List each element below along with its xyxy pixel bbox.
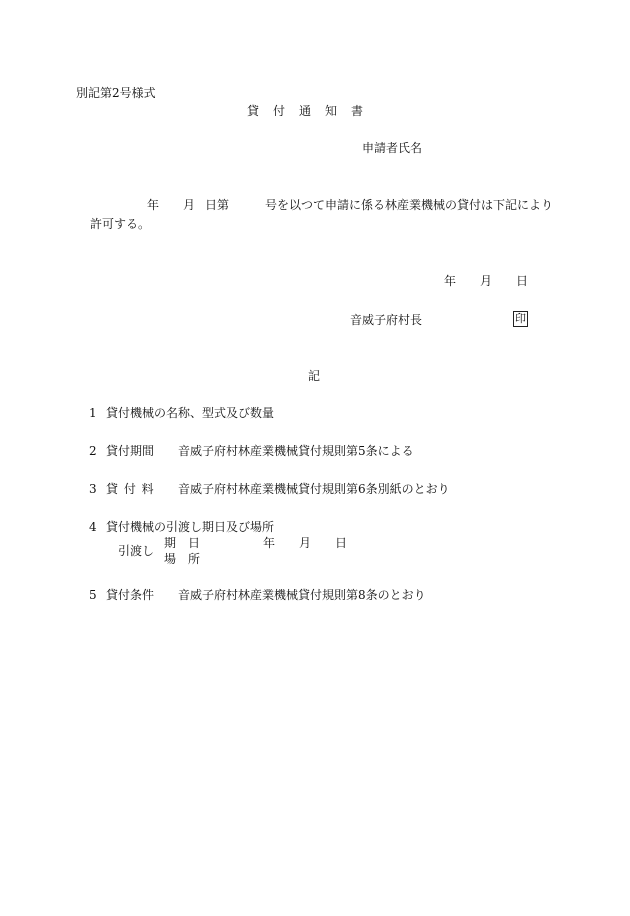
body-continuation: 許可する。 (90, 217, 151, 231)
item-2-number: 2 (89, 444, 97, 458)
document-title: 貸 付 通 知 書 (247, 104, 365, 118)
item-4-label: 貸付機械の引渡し期日及び場所 (106, 520, 275, 534)
form-label: 別記第2号様式 (76, 86, 156, 100)
issuer-name: 音威子府村長 (350, 313, 423, 327)
body-day-no: 日第 (205, 198, 230, 212)
item-5-value: 音威子府村林産業機械貸付規則第8条のとおり (178, 588, 426, 602)
item-1-number: 1 (89, 406, 97, 420)
seal-mark: 印 (515, 312, 526, 325)
seal-box (513, 311, 528, 327)
issue-date-day: 日 (516, 274, 529, 288)
item-1-label: 貸付機械の名称、型式及び数量 (106, 406, 275, 420)
handover-month: 月 (299, 536, 312, 550)
item-5-number: 5 (89, 588, 97, 602)
item-2-value: 音威子府村林産業機械貸付規則第5条による (178, 444, 414, 458)
ki-heading: 記 (308, 369, 321, 383)
issue-date-year: 年 (444, 274, 457, 288)
applicant-name-label: 申請者氏名 (362, 141, 423, 155)
item-3-label: 貸 付 料 (106, 482, 154, 496)
item-2-label: 貸付期間 (106, 444, 155, 458)
item-3-number: 3 (89, 482, 97, 496)
handover-day: 日 (335, 536, 348, 550)
body-month: 月 (183, 198, 196, 212)
handover-place-label: 場 所 (164, 552, 201, 566)
item-4-number: 4 (89, 520, 97, 534)
body-sentence: 号を以つて申請に係る林産業機械の貸付は下記により (265, 198, 554, 212)
handover-year: 年 (263, 536, 276, 550)
body-year: 年 (147, 198, 160, 212)
issue-date-month: 月 (480, 274, 493, 288)
handover-label: 引渡し (118, 544, 155, 558)
item-3-value: 音威子府村林産業機械貸付規則第6条別紙のとおり (178, 482, 450, 496)
handover-date-label: 期 日 (164, 536, 201, 550)
item-5-label: 貸付条件 (106, 588, 155, 602)
